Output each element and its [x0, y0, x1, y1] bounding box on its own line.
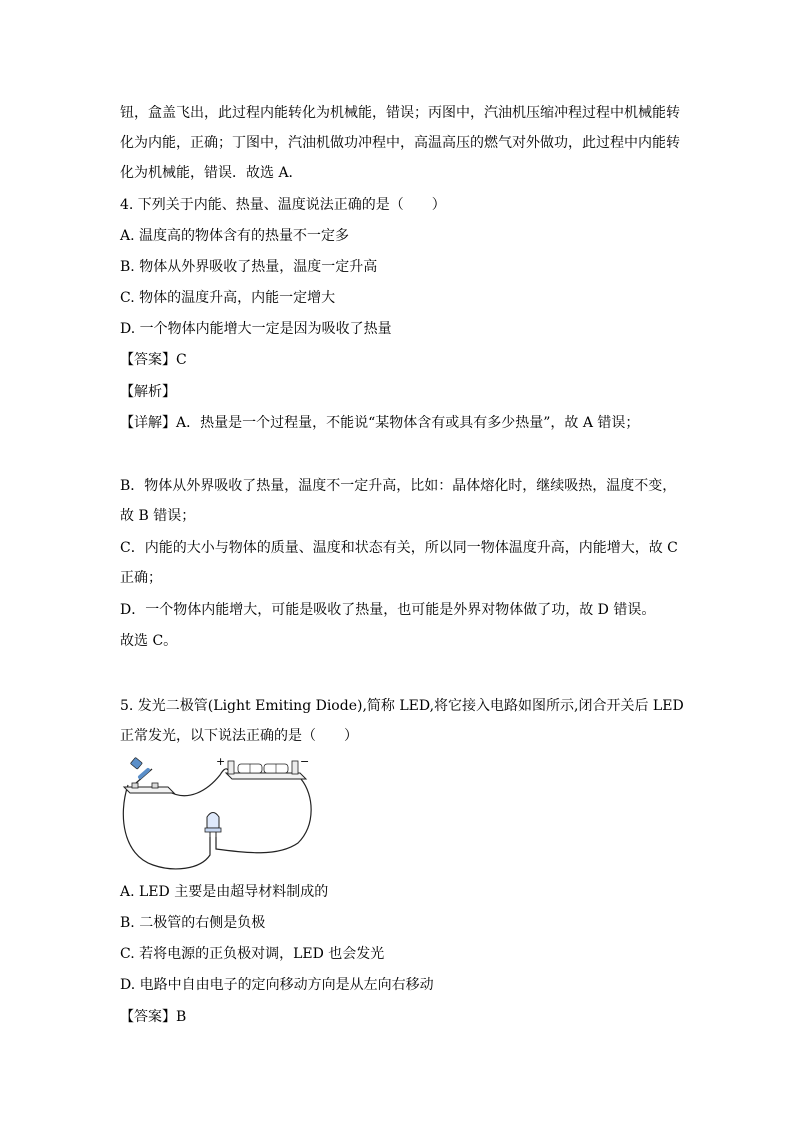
question-4-option-c: C. 物体的温度升高，内能一定增大: [120, 290, 336, 306]
question-4-detail-b-2: 故 B 错误；: [120, 508, 196, 524]
answer-value: C: [176, 352, 187, 368]
question-4-detail-d: D．一个物体内能增大，可能是吸收了热量，也可能是外界对物体做了功，故 D 错误。: [120, 602, 656, 618]
answer-label: 【答案】: [120, 352, 176, 368]
switch-icon: [124, 757, 174, 793]
question-4-option-a: A. 温度高的物体含有的热量不一定多: [120, 228, 350, 244]
detail-label: 【详解】: [120, 415, 176, 431]
question-5-stem-2: 正常发光，以下说法正确的是（ ）: [120, 728, 358, 744]
led-circuit-figure: [118, 755, 318, 873]
continuation-line-3: 化为机械能，错误．故选 A．: [120, 165, 303, 181]
question-4-conclusion: 故选 C。: [120, 633, 178, 649]
question-4-detail-c-1: C．内能的大小与物体的质量、温度和状态有关，所以同一物体温度升高，内能增大，故 C: [120, 540, 678, 556]
question-5-option-b: B. 二极管的右侧是负极: [120, 915, 266, 931]
continuation-line-2: 化为内能，正确；丁图中，汽油机做功冲程中，高温高压的燃气对外做功，此过程中内能转: [120, 135, 680, 151]
question-4-option-d: D. 一个物体内能增大一定是因为吸收了热量: [120, 321, 392, 337]
circuit-wire-top: [168, 769, 228, 796]
battery-plus-label: +: [216, 755, 226, 768]
question-4-stem: 4. 下列关于内能、热量、温度说法正确的是（ ）: [120, 197, 446, 213]
question-5-option-d: D. 电路中自由电子的定向移动方向是从左向右移动: [120, 977, 434, 993]
continuation-line-1: 钮，盒盖飞出，此过程内能转化为机械能，错误；丙图中，汽油机压缩冲程过程中机械能转: [120, 105, 680, 121]
battery-minus-label: −: [300, 755, 310, 768]
question-4-detail-c-2: 正确；: [120, 570, 162, 586]
question-4-detail-b-1: B．物体从外界吸收了热量，温度不一定升高，比如：晶体熔化时，继续吸热，温度不变，: [120, 478, 677, 494]
question-5-option-a: A. LED 主要是由超导材料制成的: [120, 884, 329, 900]
question-5-option-c: C. 若将电源的正负极对调，LED 也会发光: [120, 946, 385, 962]
circuit-wire-left: [123, 785, 210, 869]
battery-holder-icon: [226, 761, 306, 779]
answer-value: B: [176, 1009, 187, 1025]
question-4-answer: [120, 350, 680, 370]
led-icon: [205, 813, 221, 840]
question-4-detail-a: [120, 413, 680, 433]
question-5-stem-1: 5. 发光二极管(Light Emiting Diode),简称 LED,将它接入电路如图所示,闭合开关后 LED: [120, 698, 684, 714]
analysis-label: 【解析】: [120, 384, 176, 400]
answer-label: 【答案】: [120, 1009, 176, 1025]
question-4-option-b: B. 物体从外界吸收了热量，温度一定升高: [120, 259, 378, 275]
question-5-answer: [120, 1007, 680, 1027]
circuit-wire-right: [216, 779, 311, 853]
detail-text-a: A．热量是一个过程量，不能说“某物体含有或具有多少热量”，故 A 错误；: [176, 415, 640, 431]
